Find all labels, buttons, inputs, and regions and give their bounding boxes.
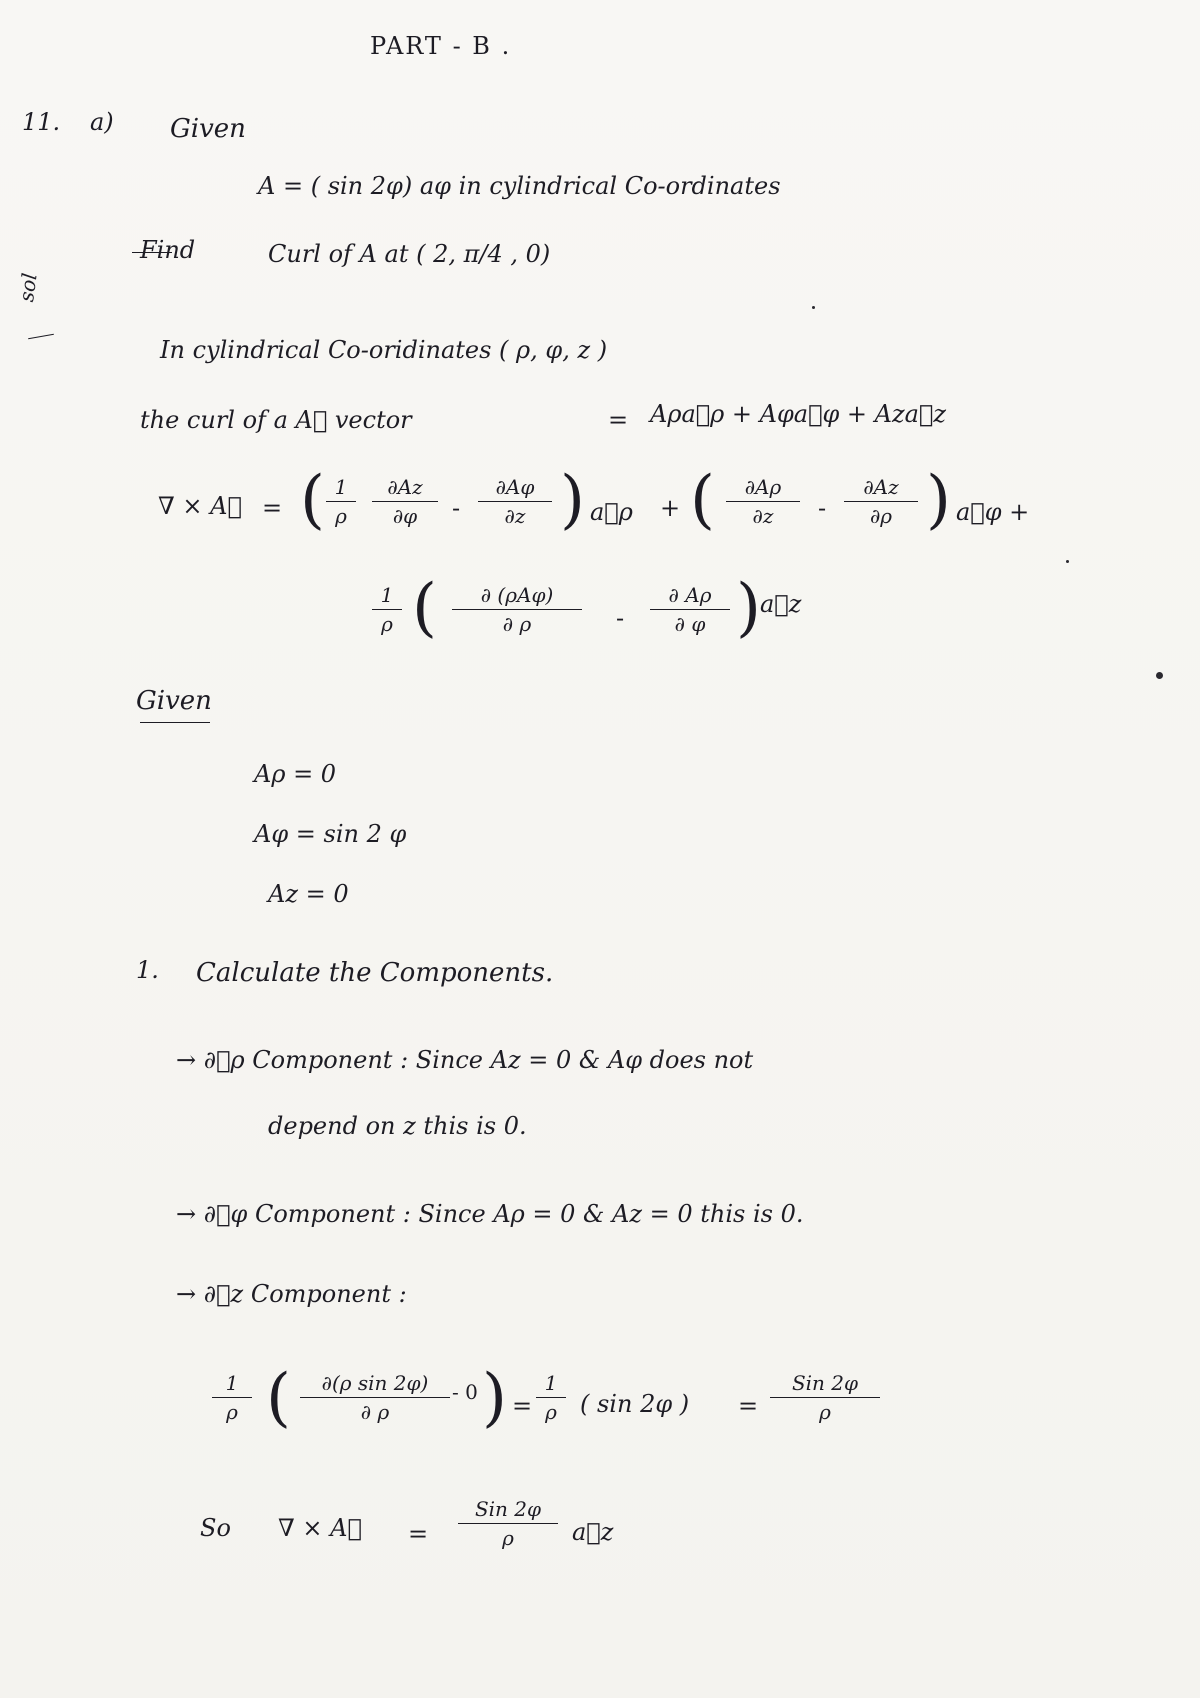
final-unit-vector: a⃗z <box>572 1518 614 1546</box>
phi-component-line: → ∂⃗φ Component : Since Aρ = 0 & Az = 0 this is 0. <box>176 1200 804 1228</box>
curl-definition-left: the curl of a A⃗ vector <box>140 406 412 434</box>
final-equals: = <box>408 1520 429 1548</box>
find-strike <box>132 252 172 253</box>
t1-plus: + <box>660 494 681 522</box>
curl-definition-right: Aρa⃗ρ + Aφa⃗φ + Aza⃗z <box>650 400 946 428</box>
curl-formula-lhs: ∇ × A⃗ <box>158 492 242 520</box>
t1-unit-vector: a⃗ρ <box>590 498 633 526</box>
curl-formula-equals: = <box>262 494 283 522</box>
t2-unit-vector: a⃗φ + <box>956 498 1030 526</box>
rho-component-line-1: → ∂⃗ρ Component : Since Az = 0 & Aφ does not <box>176 1046 754 1074</box>
z-calc-equals-2: = <box>738 1392 759 1420</box>
t2-fraction-daz-drho: ∂Az ∂ρ <box>844 474 918 529</box>
t3-open-paren: ( <box>412 571 437 645</box>
t1-close-paren: ) <box>560 463 585 537</box>
z-calc-close-paren: ) <box>482 1361 507 1435</box>
so-label: So <box>200 1514 231 1542</box>
value-a-phi: Aφ = sin 2 φ <box>254 820 407 848</box>
z-calc-equals-1: = <box>512 1392 533 1420</box>
solution-margin-label: sol <box>14 271 42 304</box>
value-a-z: Az = 0 <box>268 880 349 908</box>
t3-minus: - <box>616 604 625 632</box>
z-calc-middle-coefficient: 1 ρ <box>536 1370 566 1425</box>
final-result-fraction: Sin 2φ ρ <box>458 1496 558 1551</box>
step-number: 1. <box>136 956 159 984</box>
ink-speck <box>1066 560 1069 563</box>
value-a-rho: Aρ = 0 <box>254 760 337 788</box>
ink-dot <box>1156 672 1163 679</box>
z-calc-result: Sin 2φ ρ <box>770 1370 880 1425</box>
t1-coefficient: 1 ρ <box>326 474 356 529</box>
t2-fraction-darho-dz: ∂Aρ ∂z <box>726 474 800 529</box>
final-lhs: ∇ × A⃗ <box>278 1514 362 1542</box>
curl-definition-equals: = <box>608 406 629 434</box>
t3-fraction-drhoaphi-drho: ∂ (ρAφ) ∂ ρ <box>452 582 582 637</box>
z-calc-fraction: ∂(ρ sin 2φ) ∂ ρ <box>300 1370 450 1425</box>
t1-fraction-daz-dphi: ∂Az ∂φ <box>372 474 438 529</box>
z-component-heading: → ∂⃗z Component : <box>176 1280 407 1308</box>
z-calc-coefficient: 1 ρ <box>212 1370 252 1425</box>
t2-close-paren: ) <box>926 463 951 537</box>
given-vector-statement: A = ( sin 2φ) aφ in cylindrical Co-ordinates <box>258 172 781 200</box>
t3-coefficient: 1 ρ <box>372 582 402 637</box>
z-calc-minus-zero: - 0 <box>452 1380 478 1404</box>
intro-line: In cylindrical Co-oridinates ( ρ, φ, z ) <box>160 336 608 364</box>
question-part: a) <box>90 108 114 136</box>
t3-unit-vector: a⃗z <box>760 590 802 618</box>
solution-margin-underline <box>28 334 54 339</box>
given-heading: Given <box>170 114 246 144</box>
t1-open-paren: ( <box>300 463 325 537</box>
z-calc-middle-term: ( sin 2φ ) <box>580 1390 690 1418</box>
t2-open-paren: ( <box>690 463 715 537</box>
step-heading: Calculate the Components. <box>196 958 554 988</box>
question-number: 11. <box>22 108 61 136</box>
find-label: Find <box>140 236 196 264</box>
given-values-heading: Given <box>136 686 212 716</box>
rho-component-line-2: depend on z this is 0. <box>268 1112 527 1140</box>
t1-fraction-daphi-dz: ∂Aφ ∂z <box>478 474 552 529</box>
t2-minus: - <box>818 494 827 522</box>
given-values-underline <box>140 722 210 723</box>
t1-minus: - <box>452 494 461 522</box>
ink-speck <box>812 306 815 309</box>
z-calc-open-paren: ( <box>266 1361 291 1435</box>
find-statement: Curl of A at ( 2, π/4 , 0) <box>268 240 551 268</box>
t3-close-paren: ) <box>736 571 761 645</box>
t3-fraction-darho-dphi: ∂ Aρ ∂ φ <box>650 582 730 637</box>
page-title: PART - B . <box>370 32 512 60</box>
